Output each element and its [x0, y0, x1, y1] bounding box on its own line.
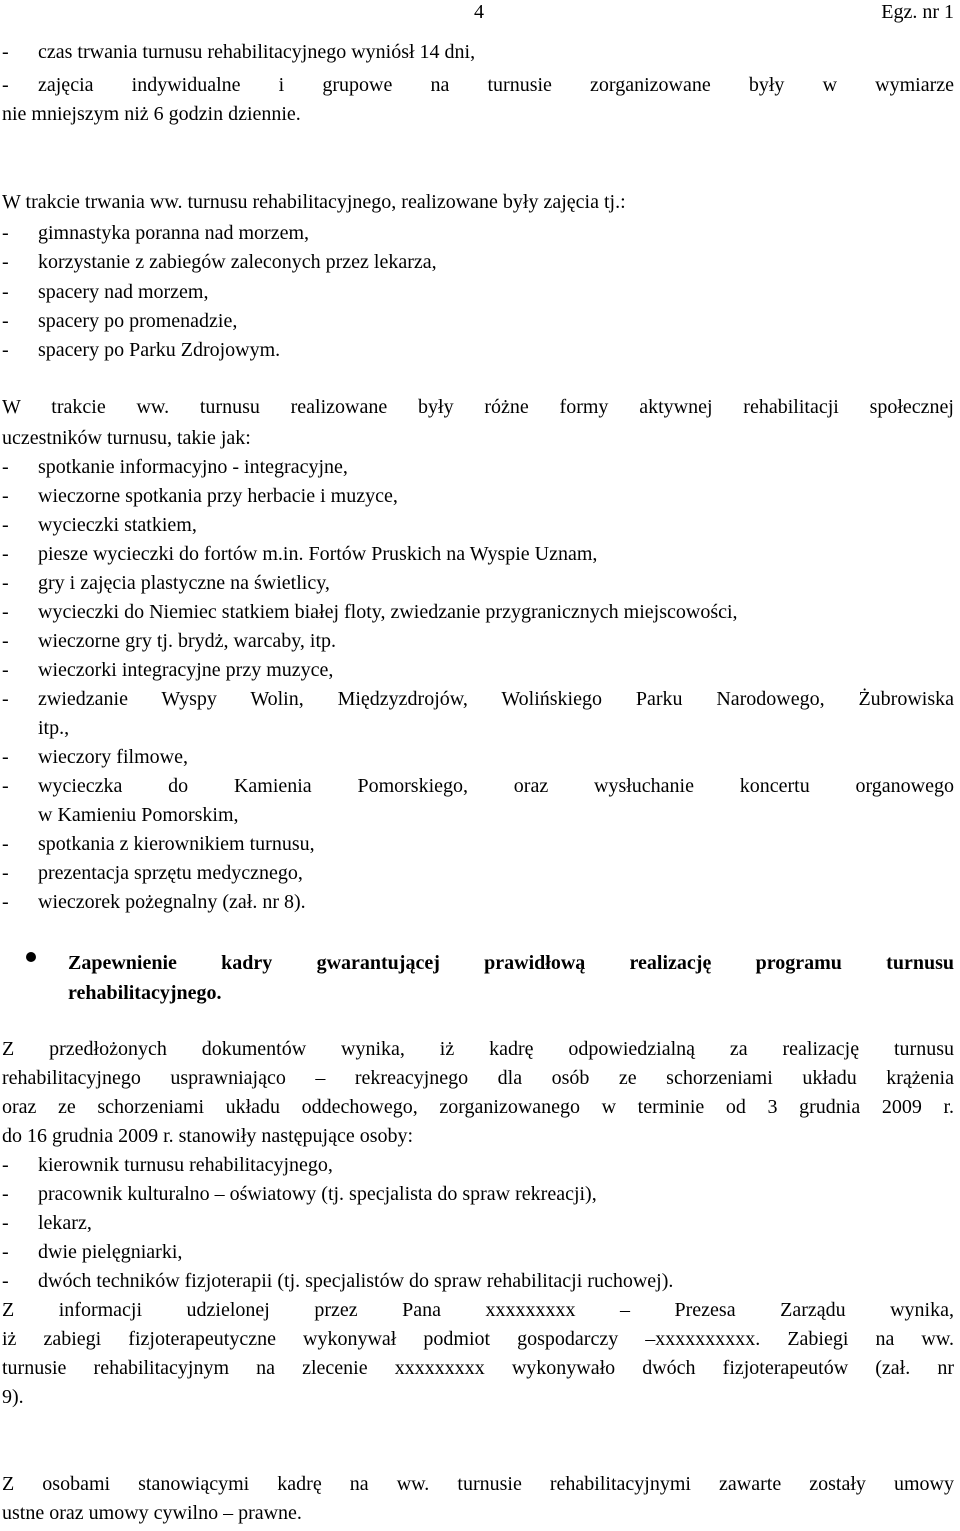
paragraph-line: Z informacji udzielonej przez Pana xxxxxxxxx – Prezesa Zarządu wynika, [2, 1299, 954, 1321]
paragraph-line: 9). [2, 1386, 24, 1408]
section-heading: Zapewnienie kadry gwarantującej prawidłową realizację programu turnusu [68, 952, 954, 974]
document-page: 4 Egz. nr 1 - czas trwania turnusu rehabilitacyjnego wyniósł 14 dni, - zajęcia indywidualne i grupowe na turnusie zorganizowane były w wymiarze nie mniejszym niż 6 godzin dziennie. W trakcie trwania ww. turnusu rehabilitacyjnego, realizowane były zajęcia tj.: - gimnastyka poranna nad morzem, - korzystanie z zabiegów zaleconych przez lekarza, - spacery nad morzem, - spacery po promenadzie, - spacery po Parku Zdrojowym. W trakcie ww. turnusu realizowane były różne formy aktywnej rehabilitacji społecznej uczestników turnusu, takie jak: - spotkanie informacyjno - integracyjne, - wieczorne spotkania przy herbacie i muzyce, - wycieczki statkiem, - piesze wycieczki do fortów m.in. Fortów Pruskich na Wyspie Uznam, - gry i zajęcia plastyczne na świetlicy, - wycieczki do Niemiec statkiem białej floty, zwiedzanie przygranicznych miejscowości, - wieczorne gry tj. brydż, warcaby, itp. - wieczorki integracyjne przy muzyce, - zwiedzanie Wyspy Wolin, Międzyzdrojów, Wolińskiego Parku Narodowego, Żubrowiska itp., - wieczory filmowe, - wycieczka do Kamienia Pomorskiego, oraz wysłuchanie koncertu organowego w Kamieniu Pomorskim, - spotkania z kierownikiem turnusu, - prezentacja sprzętu medycznego, - wieczorek pożegnalny (zał. nr 8). Zapewnienie kadry gwarantującej prawidłową realizację programu turnusu rehabilitacyjnego. Z przedłożonych dokumentów wynika, iż kadrę odpowiedzialną za realizację turnusu rehabilitacyjnego usprawniająco – rekreacyjnego dla osób ze schorzeniami układu krążenia oraz ze schorzeniami układu oddechowego, zorganizowanego w terminie od 3 grudnia 2009 r. do 16 grudnia 2009 r. stanowiły następujące osoby: - kierownik turnusu rehabilitacyjnego, - pracownik kulturalno – oświatowy (tj. specjalista do spraw rekreacji), - lekarz, - dwie pielęgniarki, - dwóch techników fizjoterapii (tj. specjalistów do spraw rehabilitacji ruchowej). Z informacji udzielonej przez Pana xxxxxxxxx – Prezesa Zarządu wynika, iż zabiegi fizjoterapeutyczne wykonywał podmiot gospodarczy –xxxxxxxxxx. Zabiegi na ww. turnusie rehabilitacyjnym na zlecenie xxxxxxxxx wykonywało dwóch fizjoterapeutów (zał. nr 9). Z osobami stanowiącymi kadrę na ww. turnusie rehabilitacyjnymi zawarte zostały umowy ustne oraz umowy cywilno – prawne. [0, 0, 960, 1531]
paragraph-line: Z przedłożonych dokumentów wynika, iż kadrę odpowiedzialną za realizację turnusu [2, 1038, 954, 1060]
paragraph-line: W trakcie ww. turnusu realizowane były różne formy aktywnej rehabilitacji społecznej [2, 396, 954, 418]
paragraph-line: uczestników turnusu, takie jak: [2, 427, 251, 449]
list-item-continuation: itp., [38, 717, 70, 739]
paragraph-line: rehabilitacyjnego usprawniająco – rekreacyjnego dla osób ze schorzeniami układu krążenia [2, 1067, 954, 1089]
paragraph-line: iż zabiegi fizjoterapeutyczne wykonywał podmiot gospodarczy –xxxxxxxxxx. Zabiegi na ww. [2, 1328, 954, 1350]
paragraph-line: W trakcie trwania ww. turnusu rehabilitacyjnego, realizowane były zajęcia tj.: [2, 191, 626, 213]
paragraph-line: do 16 grudnia 2009 r. stanowiły następujące osoby: [2, 1125, 414, 1147]
paragraph-line: turnusie rehabilitacyjnym na zlecenie xxxxxxxxx wykonywało dwóch fizjoterapeutów (zał. nr [2, 1357, 954, 1379]
section-heading-continuation: rehabilitacyjnego. [68, 982, 222, 1004]
copy-number: Egz. nr 1 [881, 1, 954, 23]
page-number: 4 [474, 1, 484, 23]
list-item-continuation: w Kamieniu Pomorskim, [38, 804, 239, 826]
paragraph-line: ustne oraz umowy cywilno – prawne. [2, 1502, 302, 1524]
paragraph-line: oraz ze schorzeniami układu oddechowego, zorganizowanego w terminie od 3 grudnia 2009 r. [2, 1096, 954, 1118]
paragraph-line: Z osobami stanowiącymi kadrę na ww. turnusie rehabilitacyjnymi zawarte zostały umowy [2, 1473, 954, 1495]
bullet-icon [26, 952, 36, 962]
list-item-continuation: nie mniejszym niż 6 godzin dziennie. [2, 103, 301, 125]
